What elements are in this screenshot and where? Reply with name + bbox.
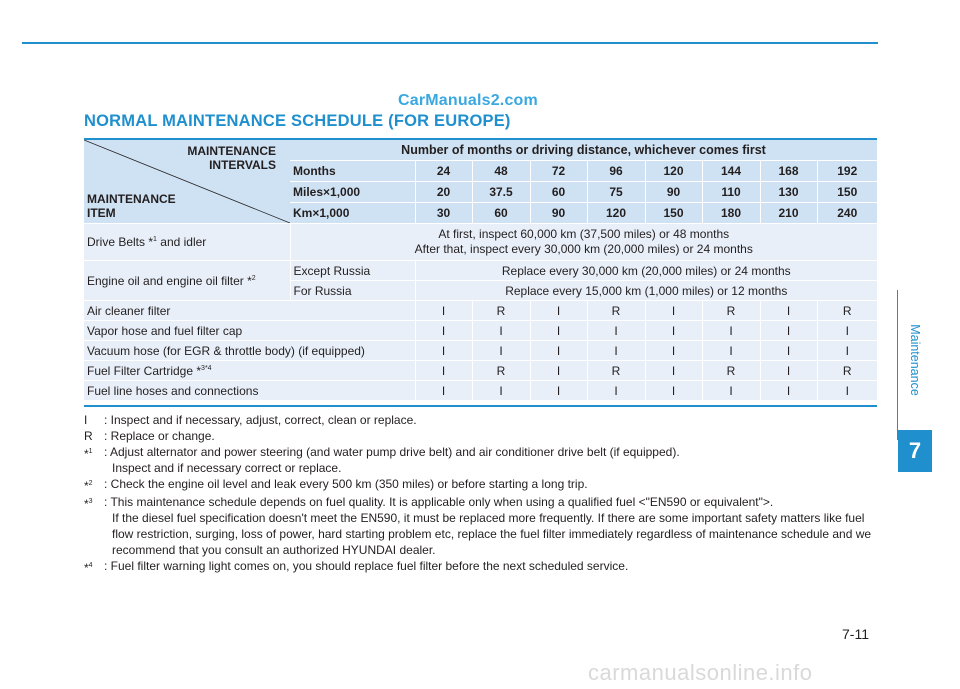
km-cell: 60 bbox=[472, 202, 530, 223]
schedule-cell: I bbox=[530, 381, 587, 401]
interval-header: Number of months or driving distance, whichever comes first bbox=[290, 140, 877, 160]
note-text-line: : Replace or change. bbox=[104, 429, 215, 443]
note-key bbox=[84, 412, 104, 428]
note-key-text: I bbox=[84, 413, 88, 427]
schedule-cell: I bbox=[817, 321, 877, 341]
drive-belts-row bbox=[84, 224, 877, 261]
schedule-cell: I bbox=[415, 341, 472, 361]
row-item-label bbox=[84, 361, 415, 381]
note-text bbox=[104, 558, 884, 576]
watermark-text: CarManuals2.com bbox=[398, 92, 538, 109]
engine-oil-label bbox=[84, 261, 290, 301]
note-continuation: If the diesel fuel specification doesn't meet the EN590, it must be replaced more frequently. If there are some important safety matters like fuel flow restriction, surging, loss of power, hard starting problem etc, replace the fuel filter immediately regardless of maintenance schedule and we recommend that you consult an authorized HYUNDAI dealer. bbox=[112, 511, 872, 557]
schedule-cell: I bbox=[817, 341, 877, 361]
schedule-cell: R bbox=[817, 301, 877, 321]
note-key-text: R bbox=[84, 429, 93, 443]
schedule-cell: I bbox=[817, 381, 877, 401]
engine-oil-row-1 bbox=[84, 261, 877, 281]
note-key-sup: 1 bbox=[88, 448, 93, 455]
schedule-cell: R bbox=[587, 361, 645, 381]
drive-belts-interval bbox=[290, 224, 877, 261]
schedule-cell: R bbox=[817, 361, 877, 381]
schedule-cell: I bbox=[702, 321, 760, 341]
drive-belts-line2: After that, inspect every 30,000 km (20,000 miles) or 24 months bbox=[414, 242, 753, 256]
schedule-cell: I bbox=[760, 341, 817, 361]
table-corner-header bbox=[84, 140, 290, 224]
corner-bottom-line1: MAINTENANCE bbox=[87, 192, 176, 206]
row-item-label bbox=[84, 341, 415, 361]
table-row bbox=[84, 301, 877, 321]
schedule-cell: I bbox=[472, 321, 530, 341]
months-cell: 72 bbox=[530, 160, 587, 181]
corner-item-label bbox=[87, 192, 176, 220]
note-text-line: : Check the engine oil level and leak every 500 km (350 miles) or before starting a long trip. bbox=[104, 477, 588, 491]
schedule-cell: I bbox=[415, 321, 472, 341]
legend-note bbox=[84, 444, 884, 476]
table-row bbox=[84, 341, 877, 361]
note-key-sup: 4 bbox=[88, 562, 93, 569]
schedule-cell: I bbox=[415, 381, 472, 401]
side-rule bbox=[897, 290, 898, 440]
row-item-label bbox=[84, 301, 415, 321]
schedule-cell: R bbox=[702, 301, 760, 321]
schedule-cell: I bbox=[530, 341, 587, 361]
schedule-cell: R bbox=[587, 301, 645, 321]
note-text-line: : Inspect and if necessary, adjust, correct, clean or replace. bbox=[104, 413, 417, 427]
drive-belts-text: Drive Belts * bbox=[87, 235, 154, 249]
schedule-cell: I bbox=[645, 341, 702, 361]
corner-top-line1: MAINTENANCE bbox=[187, 144, 276, 158]
note-text bbox=[104, 494, 884, 558]
note-key bbox=[84, 428, 104, 444]
schedule-cell: I bbox=[760, 301, 817, 321]
for-russia-label: For Russia bbox=[290, 281, 415, 301]
miles-label: Miles×1,000 bbox=[290, 181, 415, 202]
schedule-cell: I bbox=[760, 321, 817, 341]
miles-cell: 37.5 bbox=[472, 181, 530, 202]
km-cell: 240 bbox=[817, 202, 877, 223]
legend-notes bbox=[84, 412, 884, 576]
row-item-text: Fuel line hoses and connections bbox=[87, 383, 259, 398]
schedule-cell: I bbox=[587, 321, 645, 341]
note-key-text: * bbox=[84, 479, 89, 493]
schedule-cell: I bbox=[760, 361, 817, 381]
schedule-cell: R bbox=[702, 361, 760, 381]
note-text bbox=[104, 428, 884, 444]
row-item-text: Air cleaner filter bbox=[87, 303, 171, 318]
miles-cell: 110 bbox=[702, 181, 760, 202]
km-cell: 210 bbox=[760, 202, 817, 223]
note-key bbox=[84, 444, 104, 476]
except-russia-label: Except Russia bbox=[290, 261, 415, 281]
schedule-cell: R bbox=[472, 361, 530, 381]
schedule-cell: R bbox=[472, 301, 530, 321]
note-key-sup: 3 bbox=[88, 498, 93, 505]
top-rule bbox=[22, 42, 878, 44]
table-bottom-rule bbox=[84, 405, 877, 407]
months-cell: 168 bbox=[760, 160, 817, 181]
note-key-text: * bbox=[84, 447, 89, 461]
schedule-cell: I bbox=[472, 381, 530, 401]
note-text-line: : Fuel filter warning light comes on, you should replace fuel filter before the next scheduled service. bbox=[104, 559, 629, 573]
row-item-text: Fuel Filter Cartridge * bbox=[87, 363, 202, 378]
schedule-cell: I bbox=[645, 301, 702, 321]
note-text-line: : Adjust alternator and power steering (and water pump drive belt) and air conditioner drive belt (if equipped). bbox=[104, 445, 680, 459]
km-cell: 150 bbox=[645, 202, 702, 223]
note-key bbox=[84, 476, 104, 494]
engine-oil-text: Engine oil and engine oil filter * bbox=[87, 273, 252, 288]
km-cell: 90 bbox=[530, 202, 587, 223]
section-tab[interactable] bbox=[908, 300, 922, 420]
row-item-text: Vapor hose and fuel filter cap bbox=[87, 323, 243, 338]
schedule-cell: I bbox=[702, 381, 760, 401]
km-label: Km×1,000 bbox=[290, 202, 415, 223]
schedule-cell: I bbox=[587, 341, 645, 361]
schedule-cell: I bbox=[645, 321, 702, 341]
miles-cell: 90 bbox=[645, 181, 702, 202]
schedule-cell: I bbox=[702, 341, 760, 361]
schedule-cell: I bbox=[530, 301, 587, 321]
table-row bbox=[84, 321, 877, 341]
schedule-cell: I bbox=[645, 381, 702, 401]
table-row bbox=[84, 381, 877, 401]
schedule-cell: I bbox=[587, 381, 645, 401]
note-text bbox=[104, 476, 884, 494]
km-cell: 180 bbox=[702, 202, 760, 223]
schedule-cell: I bbox=[645, 361, 702, 381]
miles-cell: 20 bbox=[415, 181, 472, 202]
drive-belts-sup: 1 bbox=[153, 236, 157, 243]
row-item-sup: 3*4 bbox=[201, 364, 212, 372]
note-text bbox=[104, 444, 884, 476]
section-tab-label: Maintenance bbox=[908, 324, 922, 396]
note-key-sup: 2 bbox=[88, 480, 93, 487]
row-item-text: Vacuum hose (for EGR & throttle body) (if equipped) bbox=[87, 343, 365, 358]
months-cell: 96 bbox=[587, 160, 645, 181]
chapter-number-badge: 7 bbox=[898, 430, 932, 472]
months-cell: 48 bbox=[472, 160, 530, 181]
legend-note bbox=[84, 476, 884, 494]
months-cell: 192 bbox=[817, 160, 877, 181]
page-title: NORMAL MAINTENANCE SCHEDULE (FOR EUROPE) bbox=[84, 112, 511, 130]
km-cell: 30 bbox=[415, 202, 472, 223]
months-label: Months bbox=[290, 160, 415, 181]
note-key-text: * bbox=[84, 497, 89, 511]
footer-watermark: carmanualsonline.info bbox=[588, 660, 813, 685]
for-russia-interval: Replace every 15,000 km (1,000 miles) or 12 months bbox=[415, 281, 877, 301]
miles-cell: 75 bbox=[587, 181, 645, 202]
drive-belts-tail: and idler bbox=[156, 235, 207, 249]
months-cell: 120 bbox=[645, 160, 702, 181]
row-item-label bbox=[84, 321, 415, 341]
engine-oil-sup: 2 bbox=[251, 274, 256, 282]
months-cell: 24 bbox=[415, 160, 472, 181]
note-key bbox=[84, 558, 104, 576]
miles-cell: 60 bbox=[530, 181, 587, 202]
schedule-cell: I bbox=[415, 301, 472, 321]
row-item-label bbox=[84, 381, 415, 401]
note-continuation: Inspect and if necessary correct or replace. bbox=[112, 461, 342, 475]
except-russia-interval: Replace every 30,000 km (20,000 miles) or 24 months bbox=[415, 261, 877, 281]
note-text bbox=[104, 412, 884, 428]
schedule-cell: I bbox=[530, 321, 587, 341]
miles-cell: 150 bbox=[817, 181, 877, 202]
note-key-text: * bbox=[84, 561, 89, 575]
drive-belts-label bbox=[84, 224, 290, 261]
legend-note bbox=[84, 558, 884, 576]
note-key bbox=[84, 494, 104, 558]
schedule-cell: I bbox=[760, 381, 817, 401]
legend-note bbox=[84, 494, 884, 558]
page-number: 7-11 bbox=[842, 626, 869, 642]
corner-top-line2: INTERVALS bbox=[209, 158, 276, 172]
km-cell: 120 bbox=[587, 202, 645, 223]
drive-belts-line1: At first, inspect 60,000 km (37,500 miles) or 48 months bbox=[438, 227, 730, 241]
schedule-cell: I bbox=[530, 361, 587, 381]
months-cell: 144 bbox=[702, 160, 760, 181]
legend-note bbox=[84, 428, 884, 444]
corner-bottom-line2: ITEM bbox=[87, 206, 116, 220]
corner-intervals-label bbox=[187, 144, 276, 172]
legend-note bbox=[84, 412, 884, 428]
schedule-cell: I bbox=[472, 341, 530, 361]
miles-cell: 130 bbox=[760, 181, 817, 202]
maintenance-schedule-table bbox=[84, 140, 877, 401]
note-text-line: : This maintenance schedule depends on fuel quality. It is applicable only when using a qualified fuel <"EN590 or equivalent">. bbox=[104, 495, 774, 509]
table-row bbox=[84, 361, 877, 381]
schedule-cell: I bbox=[415, 361, 472, 381]
